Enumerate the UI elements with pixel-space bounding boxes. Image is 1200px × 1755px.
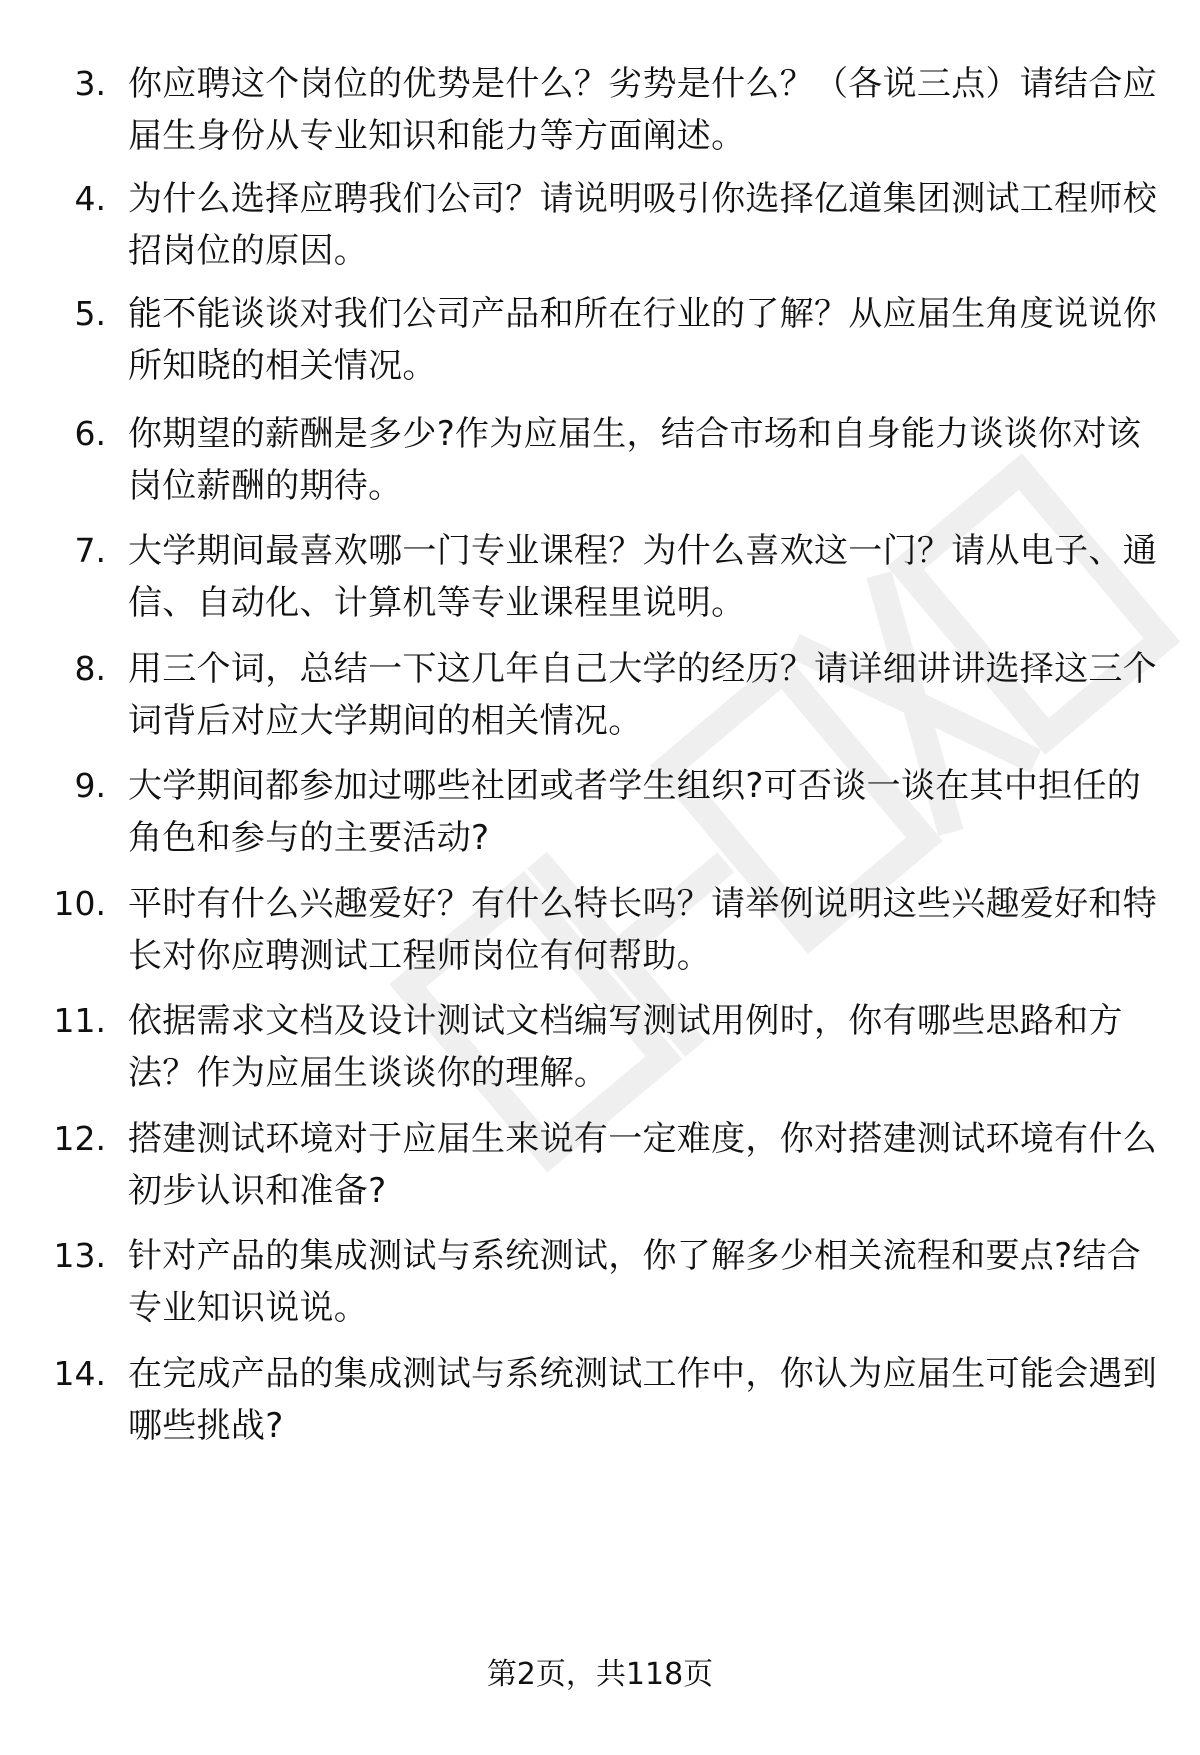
question-number: 6. [74,414,106,453]
question-number: 13. [53,1236,106,1275]
question-text: 搭建测试环境对于应届生来说有一定难度，你对搭建测试环境有什么初步认识和准备? [128,1119,1157,1211]
question-text: 大学期间都参加过哪些社团或者学生组织?可否谈一谈在其中担任的角色和参与的主要活动? [128,766,1142,858]
question-text: 大学期间最喜欢哪一门专业课程？为什么喜欢这一门？请从电子、通信、自动化、计算机等专业课程里说明。 [128,531,1157,623]
question-text: 你期望的薪酬是多少?作为应届生，结合市场和自身能力谈谈你对该岗位薪酬的期待。 [128,414,1142,506]
question-text: 能不能谈谈对我们公司产品和所在行业的了解？从应届生角度说说你所知晓的相关情况。 [128,294,1157,386]
question-text: 针对产品的集成测试与系统测试，你了解多少相关流程和要点?结合专业知识说说。 [128,1236,1142,1328]
question-number: 7. [74,531,106,570]
page-number-label: 第2页，共118页 [486,1657,714,1692]
question-number: 10. [53,884,106,923]
question-text: 为什么选择应聘我们公司？请说明吸引你选择亿道集团测试工程师校招岗位的原因。 [128,179,1157,271]
question-number: 4. [74,179,106,218]
question-text: 平时有什么兴趣爱好？有什么特长吗？请举例说明这些兴趣爱好和特长对你应聘测试工程师岗位有何帮助。 [128,884,1157,976]
question-text: 你应聘这个岗位的优势是什么？劣势是什么？（各说三点）请结合应届生身份从专业知识和能力等方面阐述。 [128,64,1157,156]
page-footer [0,1655,1200,1695]
question-number: 11. [53,1001,106,1040]
question-text: 依据需求文档及设计测试文档编写测试用例时，你有哪些思路和方法？作为应届生谈谈你的理解。 [128,1001,1123,1093]
question-number: 14. [53,1354,106,1393]
question-number: 3. [74,64,106,103]
question-text: 用三个词，总结一下这几年自己大学的经历？请详细讲讲选择这三个词背后对应大学期间的相关情况。 [128,649,1157,741]
question-number: 9. [74,766,106,805]
question-text: 在完成产品的集成测试与系统测试工作中，你认为应届生可能会遇到哪些挑战? [128,1354,1157,1446]
question-number: 12. [53,1119,106,1158]
question-number: 5. [74,294,106,333]
question-number: 8. [74,649,106,688]
